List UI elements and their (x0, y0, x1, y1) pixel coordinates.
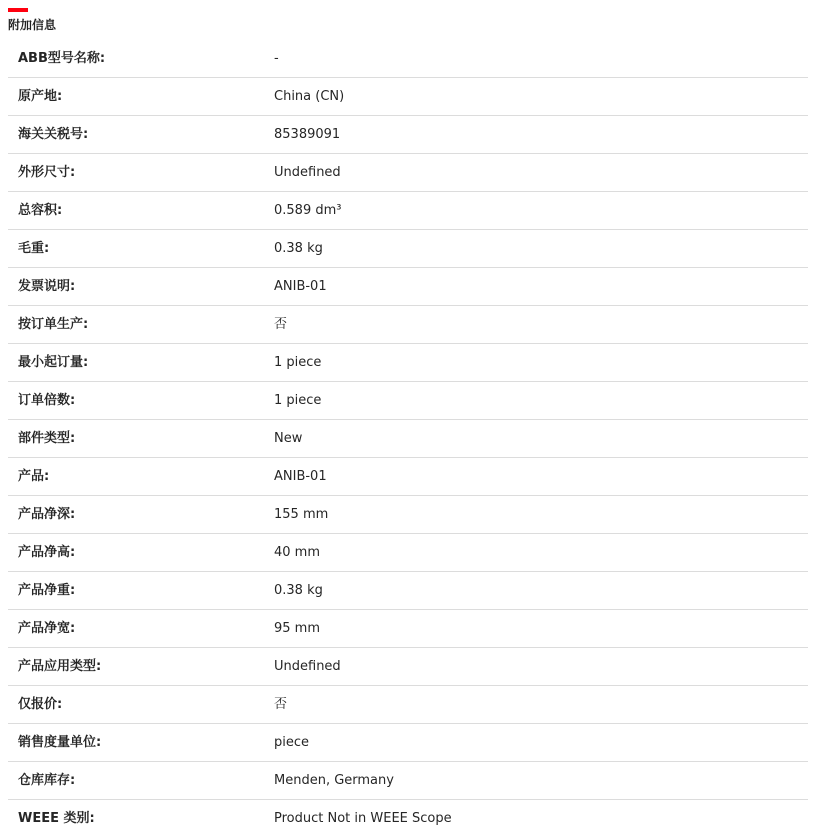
attribute-value: 0.38 kg (274, 241, 323, 256)
section-title: 附加信息 (8, 18, 57, 32)
attribute-value: 155 mm (274, 507, 329, 522)
attribute-label: 产品: (18, 469, 50, 484)
attribute-value: 95 mm (274, 621, 321, 636)
attribute-row-product-net-weight (8, 572, 808, 610)
attribute-row-product-net-width (8, 610, 808, 648)
attribute-row-quote-only (8, 686, 808, 724)
attribute-value: - (274, 51, 279, 66)
attribute-row-country-of-origin (8, 78, 808, 116)
attribute-row-product-net-depth (8, 496, 808, 534)
attribute-label: 产品净高: (18, 545, 76, 560)
attribute-row-product-net-height (8, 534, 808, 572)
attribute-value: 否 (274, 697, 288, 712)
attribute-label: 总容积: (18, 203, 63, 218)
attribute-value: 0.38 kg (274, 583, 323, 598)
attribute-label: ABB型号名称: (18, 51, 106, 66)
attribute-label: 按订单生产: (18, 317, 89, 332)
attribute-row-order-multiple (8, 382, 808, 420)
attribute-row-gross-volume (8, 192, 808, 230)
attribute-row-product-application-type (8, 648, 808, 686)
attribute-label: 产品应用类型: (18, 659, 102, 674)
attribute-label: 外形尺寸: (18, 165, 76, 180)
attribute-row-stocked-at (8, 762, 808, 800)
attribute-value: 40 mm (274, 545, 321, 560)
attribute-label: 仅报价: (18, 697, 63, 712)
attribute-row-dimensions (8, 154, 808, 192)
attribute-value: 85389091 (274, 127, 341, 142)
attribute-label: 产品净深: (18, 507, 76, 522)
attribute-value: ANIB-01 (274, 469, 327, 484)
attribute-label: 部件类型: (18, 431, 76, 446)
attribute-label: 仓库库存: (18, 773, 76, 788)
attribute-value: Menden, Germany (274, 773, 394, 788)
attribute-label: WEEE 类别: (18, 811, 95, 826)
attribute-value: Undefined (274, 165, 341, 180)
attribute-value: ANIB-01 (274, 279, 327, 294)
attribute-value: Product Not in WEEE Scope (274, 811, 452, 826)
attribute-value: 1 piece (274, 355, 322, 370)
attribute-row-abb-model-name (8, 40, 808, 78)
attribute-label: 销售度量单位: (18, 735, 102, 750)
attribute-row-part-type (8, 420, 808, 458)
section-accent-bar (8, 8, 28, 12)
attribute-row-weee-category (8, 800, 808, 838)
attributes-table (8, 40, 808, 838)
attribute-label: 产品净宽: (18, 621, 76, 636)
attribute-row-product (8, 458, 808, 496)
attribute-row-invoice-description (8, 268, 808, 306)
attribute-row-minimum-order-quantity (8, 344, 808, 382)
attribute-label: 海关关税号: (18, 127, 89, 142)
attribute-label: 原产地: (18, 89, 63, 104)
attribute-value: New (274, 431, 303, 446)
attribute-value: 1 piece (274, 393, 322, 408)
attribute-label: 毛重: (18, 241, 50, 256)
attribute-row-made-to-order (8, 306, 808, 344)
attribute-value: 0.589 dm³ (274, 203, 342, 218)
attribute-label: 订单倍数: (18, 393, 76, 408)
attribute-label: 产品净重: (18, 583, 76, 598)
attribute-value: piece (274, 735, 310, 750)
attribute-value: 否 (274, 317, 288, 332)
attribute-row-gross-weight (8, 230, 808, 268)
attribute-value: China (CN) (274, 89, 345, 104)
attribute-label: 最小起订量: (18, 355, 89, 370)
attribute-value: Undefined (274, 659, 341, 674)
attribute-label: 发票说明: (18, 279, 76, 294)
attribute-row-customs-tariff (8, 116, 808, 154)
attribute-row-selling-unit-of-measure (8, 724, 808, 762)
